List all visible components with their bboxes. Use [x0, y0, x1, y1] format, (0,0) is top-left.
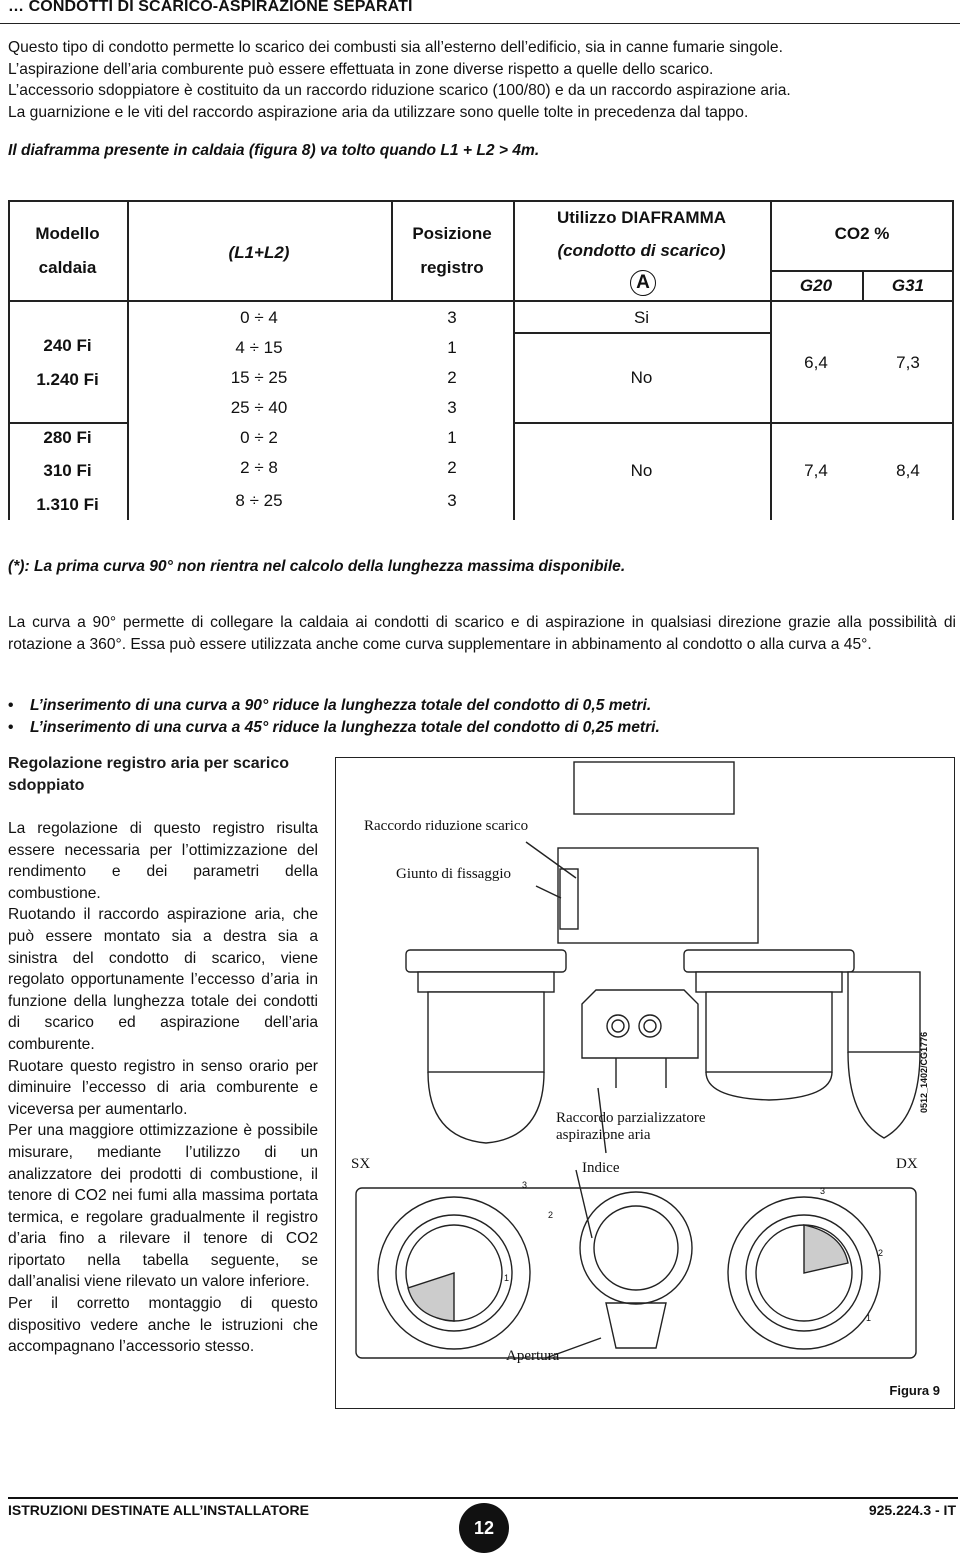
- bullet-item: • L’inserimento di una curva a 90° riduce la lunghezza totale del condotto di 0,5 metri.: [8, 695, 660, 717]
- body-paragraph: La regolazione di questo registro risulta essere necessaria per l’ottimizzazione del rendimento e dei parametri della combustione.: [8, 820, 318, 902]
- register-position: 1: [447, 338, 457, 357]
- footer-left: ISTRUZIONI DESTINATE ALL’INSTALLATORE: [8, 1502, 309, 1518]
- subsection-body: [8, 818, 318, 1358]
- diaphragm-usage: No: [630, 461, 653, 480]
- intro-line: L’accessorio sdoppiatore è costituito da un raccordo riduzione scarico (100/80) e da un raccordo aspirazione aria.: [8, 82, 791, 99]
- diaphragm-usage: Si: [633, 308, 650, 327]
- curve-paragraph: La curva a 90° permette di collegare la caldaia ai condotti di scarico e di aspirazione in qualsiasi direzione grazie alla possibilità di rotazione a 360°. Essa può essere utilizzata anche come curva supplementare in abbinamento al condotto o alla curva a 45°.: [8, 614, 956, 653]
- register-position: 3: [447, 491, 457, 510]
- label-raccordo-riduzione: Raccordo riduzione scarico: [364, 818, 529, 834]
- label-parzializzatore: [556, 1110, 706, 1144]
- label-parzializzatore-line1: Raccordo parzializzatore: [556, 1110, 706, 1126]
- label-sx: SX: [351, 1156, 371, 1172]
- body-paragraph: Per il corretto montaggio di questo dispositivo vedere anche le istruzioni che accompagnano l’accessorio stesso.: [8, 1295, 318, 1356]
- title-rule: [0, 23, 960, 24]
- dial-number: 2: [548, 1210, 554, 1220]
- body-paragraph: Per una maggiore ottimizzazione è possibile misurare, mediante l’utilizzo di un analizzatore dei prodotti di combustione, il tenore di CO2 nei fumi alla massima portata termica, e regolare gradualmente il registro d’aria fino a rilevare il tenore di CO2 riportato nella tabella seguente, se dall’analisi viene rilevato un valore inferiore.: [8, 1122, 318, 1291]
- register-position: 2: [447, 368, 457, 387]
- head-model: Modello: [35, 224, 100, 243]
- co2-value: 6,4: [804, 353, 828, 372]
- drawing-code: 0512_1402/CG1776: [919, 1031, 929, 1113]
- length-range: 0 ÷ 2: [240, 428, 278, 447]
- diaphragm-note: Il diaframma presente in caldaia (figura 8) va tolto quando L1 + L2 > 4m.: [8, 142, 540, 159]
- register-position: 3: [447, 308, 457, 327]
- label-apertura: Apertura: [506, 1348, 560, 1364]
- dial-number: 1: [504, 1273, 510, 1283]
- head-co2: CO2 %: [834, 224, 890, 243]
- section-title: … CONDOTTI DI SCARICO-ASPIRAZIONE SEPARATI: [8, 0, 413, 15]
- body-paragraph: Ruotando il raccordo aspirazione aria, che può essere montato sia a destra sia a sinistra del condotto di scarico, viene regolato opportunamente l’eccesso d’aria in funzione della lunghezza totale dei condotti di scarico ed aspirazione dell’aria comburente.: [8, 906, 318, 1053]
- label-dx: DX: [896, 1156, 918, 1172]
- co2-value: 7,4: [804, 461, 828, 480]
- head-diaphragm: Utilizzo DIAFRAMMA: [556, 208, 727, 227]
- co2-value: 8,4: [896, 461, 920, 480]
- co2-value: 7,3: [896, 353, 920, 372]
- length-range: 0 ÷ 4: [240, 308, 278, 327]
- head-position: Posizione: [412, 224, 492, 243]
- body-paragraph: Ruotare questo registro in senso orario per diminuire l’eccesso di aria comburente e viceversa per aumentarlo.: [8, 1057, 318, 1118]
- register-position: 1: [447, 428, 457, 447]
- length-range: 15 ÷ 25: [230, 368, 288, 387]
- head-g20: G20: [799, 276, 833, 295]
- figure-caption: Figura 9: [889, 1383, 940, 1398]
- figure-9: [335, 757, 955, 1409]
- diaphragm-a-symbol: A: [630, 270, 656, 296]
- diaphragm-usage: No: [630, 368, 653, 387]
- intro-line: La guarnizione e le viti del raccordo aspirazione aria da utilizzare sono quelle tolte in precedenza dal tappo.: [8, 103, 749, 121]
- dial-number: 1: [866, 1313, 872, 1323]
- head-position: registro: [420, 258, 484, 277]
- dial-number: 3: [820, 1186, 826, 1196]
- head-diaphragm: (condotto di scarico): [557, 241, 726, 260]
- label-indice: Indice: [582, 1160, 620, 1176]
- model-name: 310 Fi: [43, 461, 92, 480]
- subsection-title: Regolazione registro aria per scarico sdoppiato: [8, 755, 289, 794]
- length-range: 2 ÷ 8: [240, 458, 278, 477]
- register-position: 2: [447, 458, 457, 477]
- dial-number: 3: [522, 1180, 528, 1190]
- head-model: caldaia: [38, 258, 97, 277]
- length-range: 4 ÷ 15: [235, 338, 283, 357]
- model-name: 1.310 Fi: [36, 495, 99, 514]
- model-name: 240 Fi: [43, 336, 92, 355]
- intro-line: L’aspirazione dell’aria comburente può essere effettuata in zone diverse rispetto a quelle dello scarico.: [8, 60, 714, 78]
- label-parzializzatore-line2: aspirazione aria: [556, 1127, 651, 1143]
- footnote: (*): La prima curva 90° non rientra nel calcolo della lunghezza massima disponibile.: [8, 558, 626, 575]
- bullet-list: [8, 695, 660, 739]
- intro-line: Questo tipo di condotto permette lo scarico dei combusti sia all’esterno dell’edificio, sia in canne fumarie singole.: [8, 39, 783, 56]
- model-name: 280 Fi: [43, 428, 92, 447]
- model-name: 1.240 Fi: [36, 370, 99, 389]
- register-position: 3: [447, 398, 457, 417]
- footer-right: 925.224.3 - IT: [868, 1502, 956, 1518]
- head-g31: G31: [891, 276, 925, 295]
- page-number: 12: [459, 1503, 509, 1553]
- figure-drawing: [336, 758, 954, 1408]
- diaphragm-table: [8, 200, 954, 520]
- bullet-item: • L’inserimento di una curva a 45° riduce la lunghezza totale del condotto di 0,25 metri.: [8, 717, 660, 739]
- head-length: (L1+L2): [228, 243, 290, 262]
- length-range: 25 ÷ 40: [230, 398, 288, 417]
- length-range: 8 ÷ 25: [235, 491, 283, 510]
- dial-number: 2: [878, 1248, 884, 1258]
- intro-text: [8, 37, 956, 123]
- label-giunto: Giunto di fissaggio: [396, 866, 511, 882]
- footer-rule: [8, 1497, 958, 1499]
